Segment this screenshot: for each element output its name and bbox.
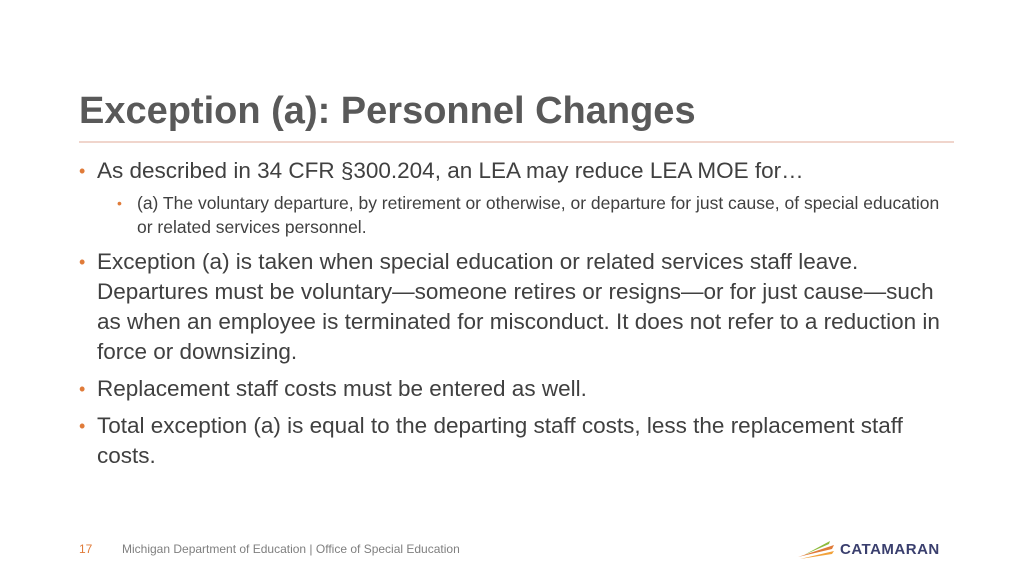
sub-bullet-item (117, 191, 959, 239)
bullet-icon: • (79, 379, 86, 399)
bullet-text: As described in 34 CFR §300.204, an LEA may reduce LEA MOE for… (97, 158, 804, 183)
logo-text: CATAMARAN (840, 540, 940, 558)
sail-icon (796, 537, 836, 561)
bullet-item (79, 374, 959, 404)
page-number: 17 (79, 542, 93, 556)
bullet-icon: • (79, 161, 86, 181)
bullet-list (79, 156, 959, 478)
bullet-item (79, 156, 959, 186)
bullet-text: Exception (a) is taken when special education or related services staff leave. Departures must be voluntary—someone retires or resigns—or for just cause—such as when an employee is terminated for misconduct. It does not refer to a reduction in force or downsizing. (97, 249, 940, 364)
slide-title: Exception (a): Personnel Changes (79, 90, 696, 132)
bullet-text: Total exception (a) is equal to the departing staff costs, less the replacement staff costs. (97, 413, 903, 468)
bullet-item (79, 411, 959, 471)
bullet-text: Replacement staff costs must be entered as well. (97, 376, 587, 401)
bullet-icon: • (79, 416, 86, 436)
bullet-icon: • (79, 252, 86, 272)
bullet-icon: • (117, 195, 122, 211)
title-divider (79, 141, 954, 143)
sub-bullet-text: (a) The voluntary departure, by retirement or otherwise, or departure for just cause, of special education or related services personnel. (137, 193, 940, 237)
catamaran-logo (796, 536, 958, 562)
bullet-item (79, 247, 959, 367)
footer-organization: Michigan Department of Education | Office of Special Education (122, 542, 460, 556)
